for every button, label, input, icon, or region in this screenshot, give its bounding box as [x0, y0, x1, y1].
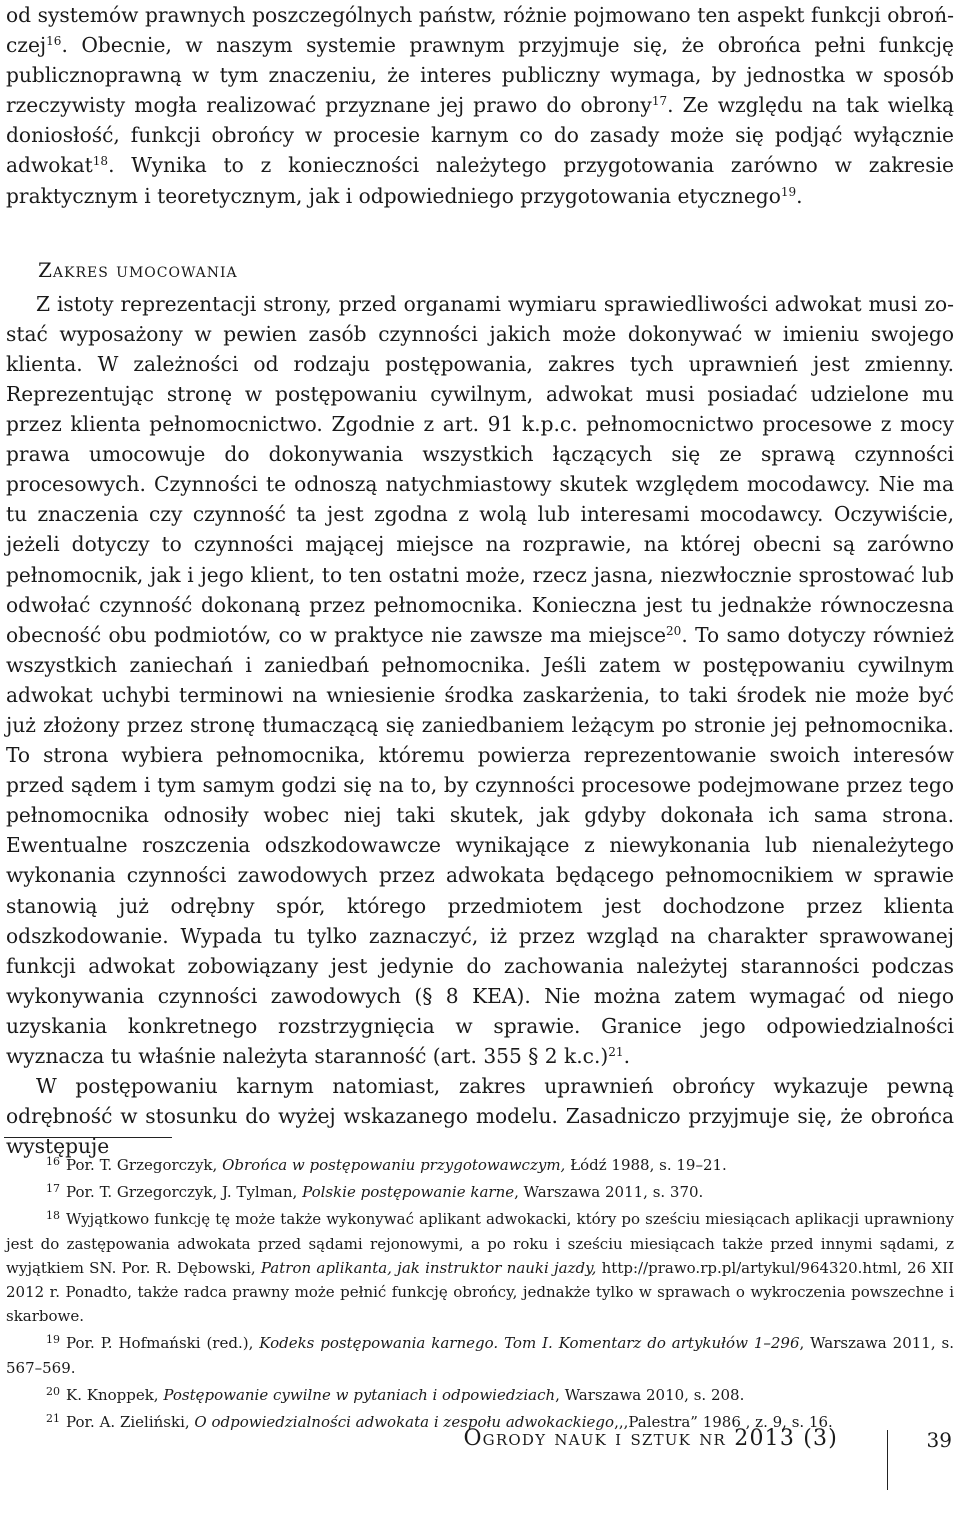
footnote-ref: 20 [666, 623, 682, 638]
footnote [6, 1380, 954, 1407]
text-run: Por. T. Grzegorczyk, [66, 1156, 223, 1174]
text-run: Wyjątkowo funkcję tę może także wykonywać aplikant adwokacki, który po sześciu miesiącach aplikacji uprawniony jest do zastępowania adwokata przed sądami rejonowymi, a po roku i sześciu miesiącach także przed innymi sądami, z wyjątkiem SN. Por. R. Dębowski, [6, 1210, 954, 1277]
italic-title: Kodeks postępowania karnego. Tom I. Komentarz do artykułów 1–296 [259, 1334, 800, 1353]
footnote-number: 18 [46, 1209, 60, 1223]
text-run: . Obecnie, w naszym systemie prawnym przyjmuje się, że obrońca pełni funkcję publicznoprawną w tym znaczeniu, że interes publiczny wymaga, by jednostka w sposób rzeczywisty mogła realizować przyznane jej prawo do obrony [6, 33, 954, 118]
footnote [6, 1150, 954, 1177]
footnote-ref: 21 [608, 1045, 624, 1059]
paragraph [6, 0, 954, 211]
footnote-separator [4, 1137, 172, 1138]
footnote-number: 20 [46, 1384, 60, 1398]
paragraph [6, 289, 954, 1071]
text-run: W postępowaniu karnym natomiast, zakres uprawnień obrońcy wykazuje pewną odrębność w stosunku do wyżej wskazanego modelu. Zasadniczo przyjmuje się, że obrońca występuje [6, 1074, 954, 1159]
italic-title: Patron aplikanta, jak instruktor nauki jazdy, [260, 1258, 597, 1277]
text-run: . [796, 183, 803, 208]
text-run: , Warszawa 2011, s. 567–569. [6, 1334, 954, 1377]
footnote-ref: 17 [651, 94, 668, 109]
page-number: 39 [926, 1428, 952, 1452]
italic-title: Postępowanie cywilne w pytaniach i odpowiedziach [163, 1385, 556, 1404]
text-run: Z istoty reprezentacji strony, przed organami wymiaru sprawiedliwości adwokat musi zostać wyposażony w pewien zasób czynności jakich może dokonywać w imieniu swojego klienta. W zależności od rodzaju postępowania, zakres tych uprawnień jest zmienny. Reprezentując stronę w postępowaniu cywilnym, adwokat musi posiadać udzielone mu przez klienta pełnomocnictwo. Zgodnie z art. 91 k.p.c. pełnomocnictwo procesowe z mocy prawa umocowuje do dokonywania wszystkich łączących się ze sprawą czynności procesowych. Czynności te odnoszą natychmiastowy skutek względem mocodawcy. Nie ma tu znaczenia czy czynność ta jest zgodna z wolą lub interesami mocodawcy. Oczywiście, jeżeli dotyczy to czynności mającej miejsce na rozprawie, na której obecni są zarówno pełnomocnik, jak i jego klient, to ten ostatni może, rzecz jasna, niezwłocznie sprostować lub odwołać czynność dokonaną przez pełnomocnika. Konieczna jest tu jednakże równoczesna obecność obu podmiotów, co w praktyce nie zawsze ma miejsce [6, 291, 954, 647]
footnote [6, 1177, 954, 1204]
text-run: , Warszawa 2010, s. 208. [555, 1385, 745, 1404]
journal-title: Ogrody nauk i sztuk nr 2013 (3) [463, 1426, 838, 1451]
footnote-ref: 19 [780, 184, 797, 199]
italic-title: O odpowiedzialności adwokata i zespołu adwokackiego [194, 1413, 615, 1432]
italic-title: Polskie postępowanie karne [302, 1183, 515, 1202]
footnotes [6, 1150, 954, 1434]
footnote-ref: 16 [46, 34, 62, 49]
italic-title: Obrońca w postępowaniu przygotowawczym, [222, 1156, 566, 1174]
text-run: Por. T. Grzegorczyk, J. Tylman, [66, 1183, 303, 1202]
text-run: ,,,Palestra” 1986 , z. 9, s. 16. [614, 1413, 833, 1432]
footnote-number: 19 [46, 1333, 60, 1347]
section-title: Zakres umocowania [38, 257, 238, 282]
text-run: . To samo dotyczy również wszystkich zaniechań i zaniedbań pełnomocnika. Jeśli zatem w postępowaniu cywilnym adwokat uchybi terminowi na wniesienie środka zaskarżenia, to taki środek nie może być już złożony przez stronę tłumaczącą się zaniedbaniem leżącym po stronie jej pełnomocnika. To strona wybiera pełnomocnika, któremu powierza reprezentowanie swoich interesów przed sądem i tym samym godzi się na to, by czynności procesowe podejmowane przez tego pełnomocnika odnosiły wobec niej taki skutek, jak gdyby dokonała ich sama strona. Ewentualne roszczenia odszkodowawcze wynikające z niewykonania lub nienależytego wykonania czynności zawodowych przez adwokata będącego pełnomocnikiem w sprawie stanowią już odrębny spór, którego przedmiotem jest dochodzone przez klienta odszkodowanie. Wypada tu tylko zaznaczyć, iż przez wzgląd na charakter sprawowanej funkcji adwokat zobowiązany jest jedynie do zachowania należytej staranności podczas wykonywania czynności zawodowych (§ 8 KEA). Nie można zatem wymagać od niego uzyskania konkretnego rozstrzygnięcia w sprawie. Granice jego odpowiedzialności wyznacza tu właśnie należyta staranność (art. 355 § 2 k.c.) [6, 622, 954, 1068]
footnote [6, 1328, 954, 1379]
text-run: Por. A. Zieliński, [66, 1413, 195, 1432]
section-paragraphs [6, 289, 954, 1162]
text-run: . [623, 1044, 630, 1068]
text-run: . Ze względu na tak wielką doniosłość, funkcji obrońcy w procesie karnym co do zasady może się podjąć wyłącznie adwokat [6, 93, 955, 178]
text-run: K. Knoppek, [66, 1385, 164, 1404]
paragraph [6, 1071, 954, 1161]
page-footer [0, 1420, 960, 1520]
text-run: . Wynika to z konieczności należytego przygotowania zarówno w zakresie praktycznym i teoretycznym, jak i odpowiedniego przygotowania etycznego [6, 153, 954, 208]
text-run: http://prawo.rp.pl/artykul/964320.html, 26 XII 2012 r. Ponadto, także radca prawny może pełnić funkcję obrońcy, jednakże tylko w sprawach o wykroczenia powszechne i skarbowe. [6, 1258, 954, 1326]
text-run: od systemów prawnych poszczególnych państw, różnie pojmowano ten aspekt funkcji obrończej [6, 3, 954, 58]
footer-divider [887, 1430, 888, 1490]
footnote-number: 16 [46, 1155, 60, 1168]
page-body [6, 0, 954, 1161]
intro-paragraphs [6, 0, 954, 211]
footnote [6, 1204, 954, 1328]
footnote-ref: 18 [92, 154, 109, 169]
footnote-number: 21 [46, 1412, 60, 1426]
text-run: Łódź 1988, s. 19–21. [565, 1156, 727, 1174]
text-run: , Warszawa 2011, s. 370. [514, 1183, 704, 1202]
text-run: Por. P. Hofmański (red.), [66, 1334, 260, 1353]
footnote-number: 17 [46, 1182, 60, 1196]
